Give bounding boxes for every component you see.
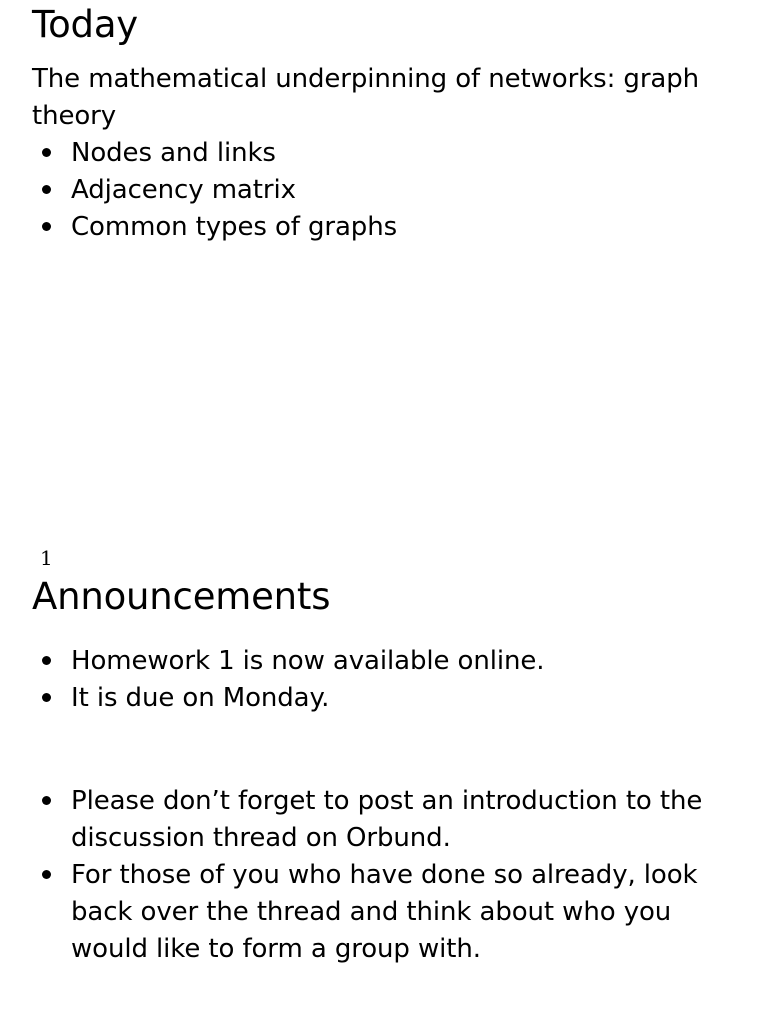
bullet-icon — [42, 693, 51, 702]
slide-announcements — [32, 572, 740, 968]
list-item — [32, 643, 740, 680]
list-item — [32, 680, 740, 717]
list-item — [32, 857, 740, 968]
list-item — [32, 209, 740, 246]
list-item-text: It is due on Monday. — [71, 683, 330, 713]
slide-today — [32, 0, 740, 246]
page-number: 1 — [40, 546, 53, 570]
bullet-icon — [42, 222, 51, 231]
list-item-text: Adjacency matrix — [71, 175, 296, 205]
slide-title: Today — [32, 3, 139, 46]
topic-list — [32, 135, 740, 246]
list-item-text: Please don’t forget to post an introduction to the discussion thread on Orbund. — [71, 786, 703, 853]
list-item — [32, 783, 740, 857]
bullet-icon — [42, 796, 51, 805]
intro-text: The mathematical underpinning of networks: graph theory — [32, 64, 700, 131]
list-item-text: Nodes and links — [71, 138, 276, 168]
bullet-icon — [42, 148, 51, 157]
announcement-list-secondary — [32, 783, 740, 968]
slide-title: Announcements — [32, 575, 331, 618]
list-item-text: For those of you who have done so already, look back over the thread and think about who you would like to form a group with. — [71, 860, 698, 964]
list-item — [32, 172, 740, 209]
bullet-icon — [42, 185, 51, 194]
bullet-icon — [42, 656, 51, 665]
list-item — [32, 135, 740, 172]
announcement-list — [32, 643, 740, 717]
bullet-icon — [42, 870, 51, 879]
list-item-text: Common types of graphs — [71, 212, 398, 242]
list-item-text: Homework 1 is now available online. — [71, 646, 545, 676]
